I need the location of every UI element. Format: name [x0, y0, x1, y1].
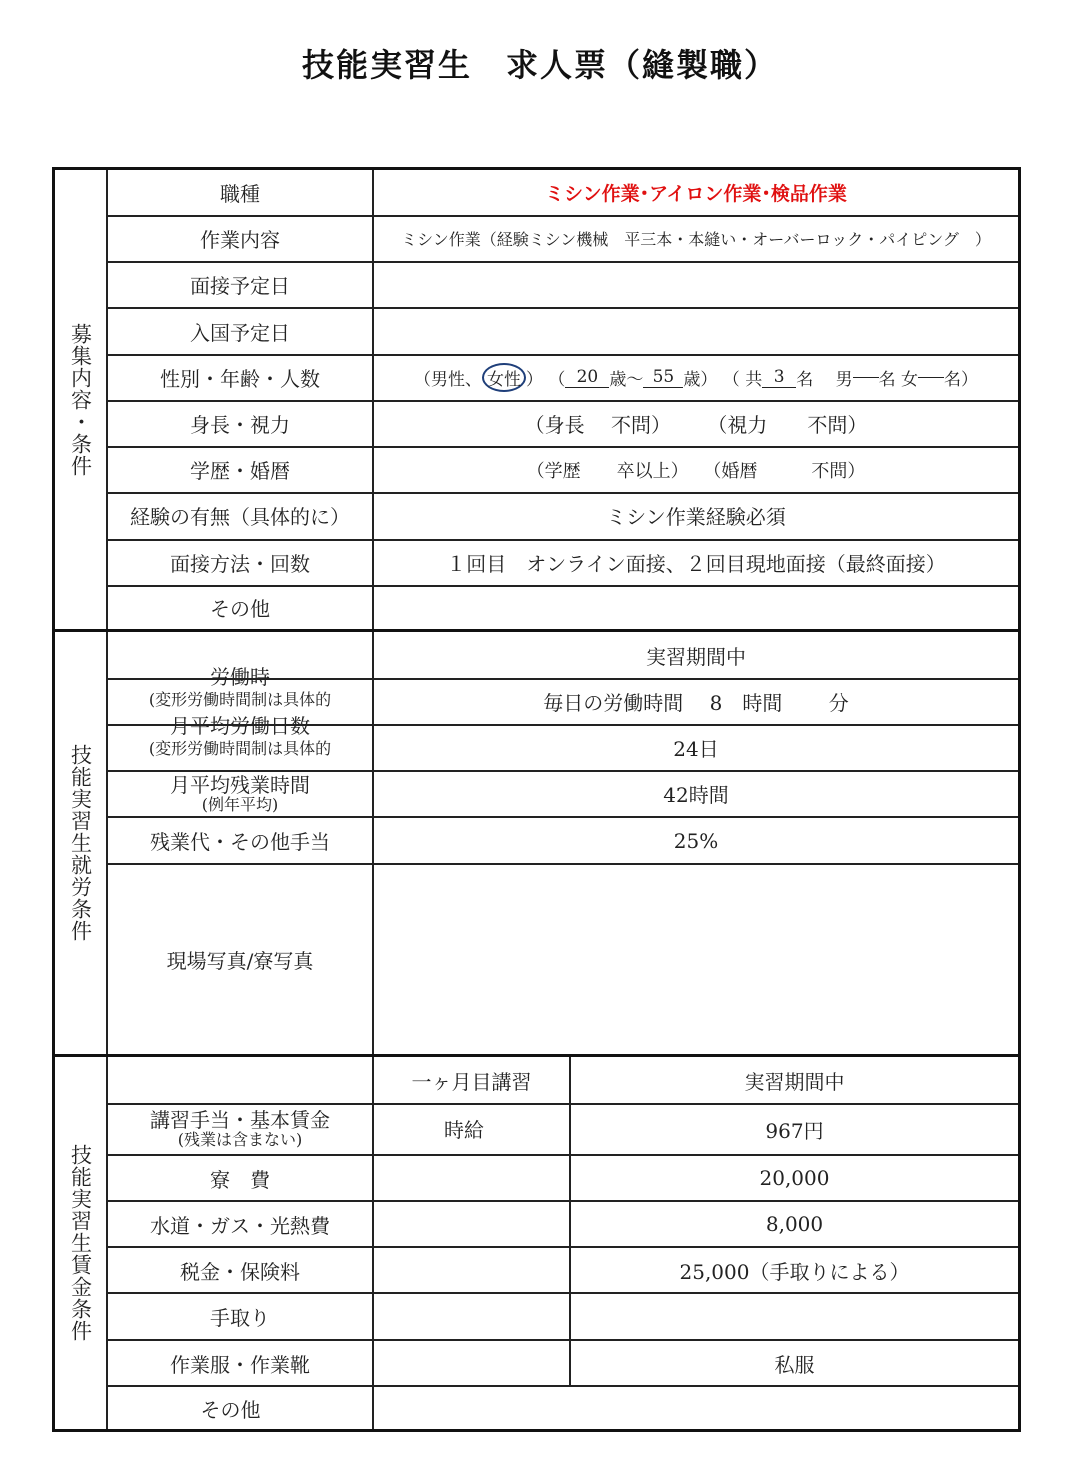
job-type-label: 職種 — [220, 182, 260, 206]
experience-value: ミシン作業経験必須 — [606, 505, 786, 529]
interview-method-value: １回目 オンライン面接、２回目現地面接（最終面接） — [446, 552, 946, 576]
count-total: 3 — [762, 367, 796, 388]
tax-insurance-training[interactable] — [374, 1248, 569, 1292]
work-header-value: 実習期間中 — [646, 644, 746, 669]
utilities-label: 水道・ガス・光熱費 — [150, 1213, 330, 1238]
take-home-label: 手取り — [210, 1306, 270, 1330]
entry-date-label: 入国予定日 — [190, 321, 290, 345]
recruitment-side-label: 募集内容・条件 — [55, 170, 108, 629]
work-conditions-side-label: 技能実習生就労条件 — [55, 632, 108, 1054]
base-wage-label: 講習手当・基本賃金 (残業は含まない) — [150, 1108, 330, 1150]
base-wage-practice: 967円 — [765, 1118, 824, 1143]
working-hours-value: 毎日の労働時間 8 時間 分 — [543, 691, 849, 715]
wage-header-practice: 実習期間中 — [744, 1069, 845, 1094]
job-type-value: ミシン作業･アイロン作業･検品作業 — [545, 183, 847, 205]
count-male — [853, 377, 879, 378]
work-conditions-section — [52, 629, 1021, 1057]
monthly-days-value: 24日 — [673, 737, 719, 761]
interview-date-label: 面接予定日 — [190, 274, 290, 298]
other-label-1: その他 — [210, 597, 270, 621]
dorm-fee-label: 寮 費 — [210, 1167, 270, 1192]
dorm-fee-practice: 20,000 — [759, 1166, 830, 1190]
overtime-pay-label: 残業代・その他手当 — [150, 830, 330, 854]
wage-conditions-section — [52, 1054, 1021, 1432]
utilities-practice: 8,000 — [765, 1212, 824, 1236]
height-vision-value: （身長 不問） （視力 不問） — [524, 413, 868, 437]
take-home-practice[interactable] — [571, 1294, 1018, 1339]
height-vision-label: 身長・視力 — [190, 413, 290, 437]
workwear-practice: 私服 — [774, 1352, 815, 1377]
tax-insurance-practice: 25,000（手取りによる） — [679, 1259, 910, 1284]
recruitment-section — [52, 167, 1021, 632]
monthly-overtime-label: 月平均残業時間 (例年平均) — [170, 772, 310, 814]
work-content-label: 作業内容 — [200, 228, 280, 252]
education-marriage-label: 学歴・婚暦 — [190, 459, 290, 483]
utilities-training[interactable] — [374, 1202, 569, 1246]
workwear-label: 作業服・作業靴 — [170, 1352, 310, 1377]
female-circled: 女性 — [482, 363, 526, 392]
education-marriage-value: （学歴 卒以上） （婚暦 不問） — [526, 460, 866, 482]
wage-conditions-side-label: 技能実習生賃金条件 — [55, 1057, 108, 1429]
other-label-3: その他 — [200, 1397, 261, 1422]
interview-date-value[interactable] — [374, 262, 1018, 307]
other-value-1[interactable] — [374, 586, 1018, 629]
page-title: 技能実習生 求人票（縫製職） — [301, 46, 778, 84]
take-home-training[interactable] — [374, 1294, 569, 1339]
experience-label: 経験の有無（具体的に） — [130, 505, 350, 529]
gender-age-count-value: （男性、 女性 ） （ 20 歳～ 55 歳） （ 共 3 名 男 名 女 名） — [374, 355, 1018, 400]
wage-header-training: 一ヶ月目講習 — [411, 1069, 532, 1094]
entry-date-value[interactable] — [374, 309, 1018, 354]
photos-label: 現場写真/寮写真 — [166, 948, 314, 973]
work-content-value: ミシン作業（経験ミシン機械 平三本・本縫い・オーバーロック・パイピング ） — [401, 230, 991, 249]
interview-method-label: 面接方法・回数 — [170, 552, 310, 576]
monthly-days-label: 月平均労働日数 (変形労働時間制は具体的 — [148, 714, 332, 758]
other-value-3[interactable] — [374, 1387, 1018, 1429]
working-hours-label: 労働時 (変形労働時間制は具体的 — [148, 665, 332, 709]
tax-insurance-label: 税金・保険料 — [180, 1259, 300, 1284]
workwear-training[interactable] — [374, 1341, 569, 1385]
age-max: 55 — [643, 367, 683, 388]
gender-age-count-label: 性別・年齢・人数 — [160, 367, 320, 391]
overtime-pay-value: 25% — [673, 828, 719, 853]
monthly-overtime-value: 42時間 — [663, 783, 729, 807]
photos-value[interactable] — [374, 864, 1018, 1054]
age-min: 20 — [565, 367, 609, 388]
wage-header-empty — [108, 1057, 372, 1103]
count-female — [918, 377, 944, 378]
base-wage-training: 時給 — [444, 1118, 484, 1142]
dorm-fee-training[interactable] — [374, 1156, 569, 1200]
